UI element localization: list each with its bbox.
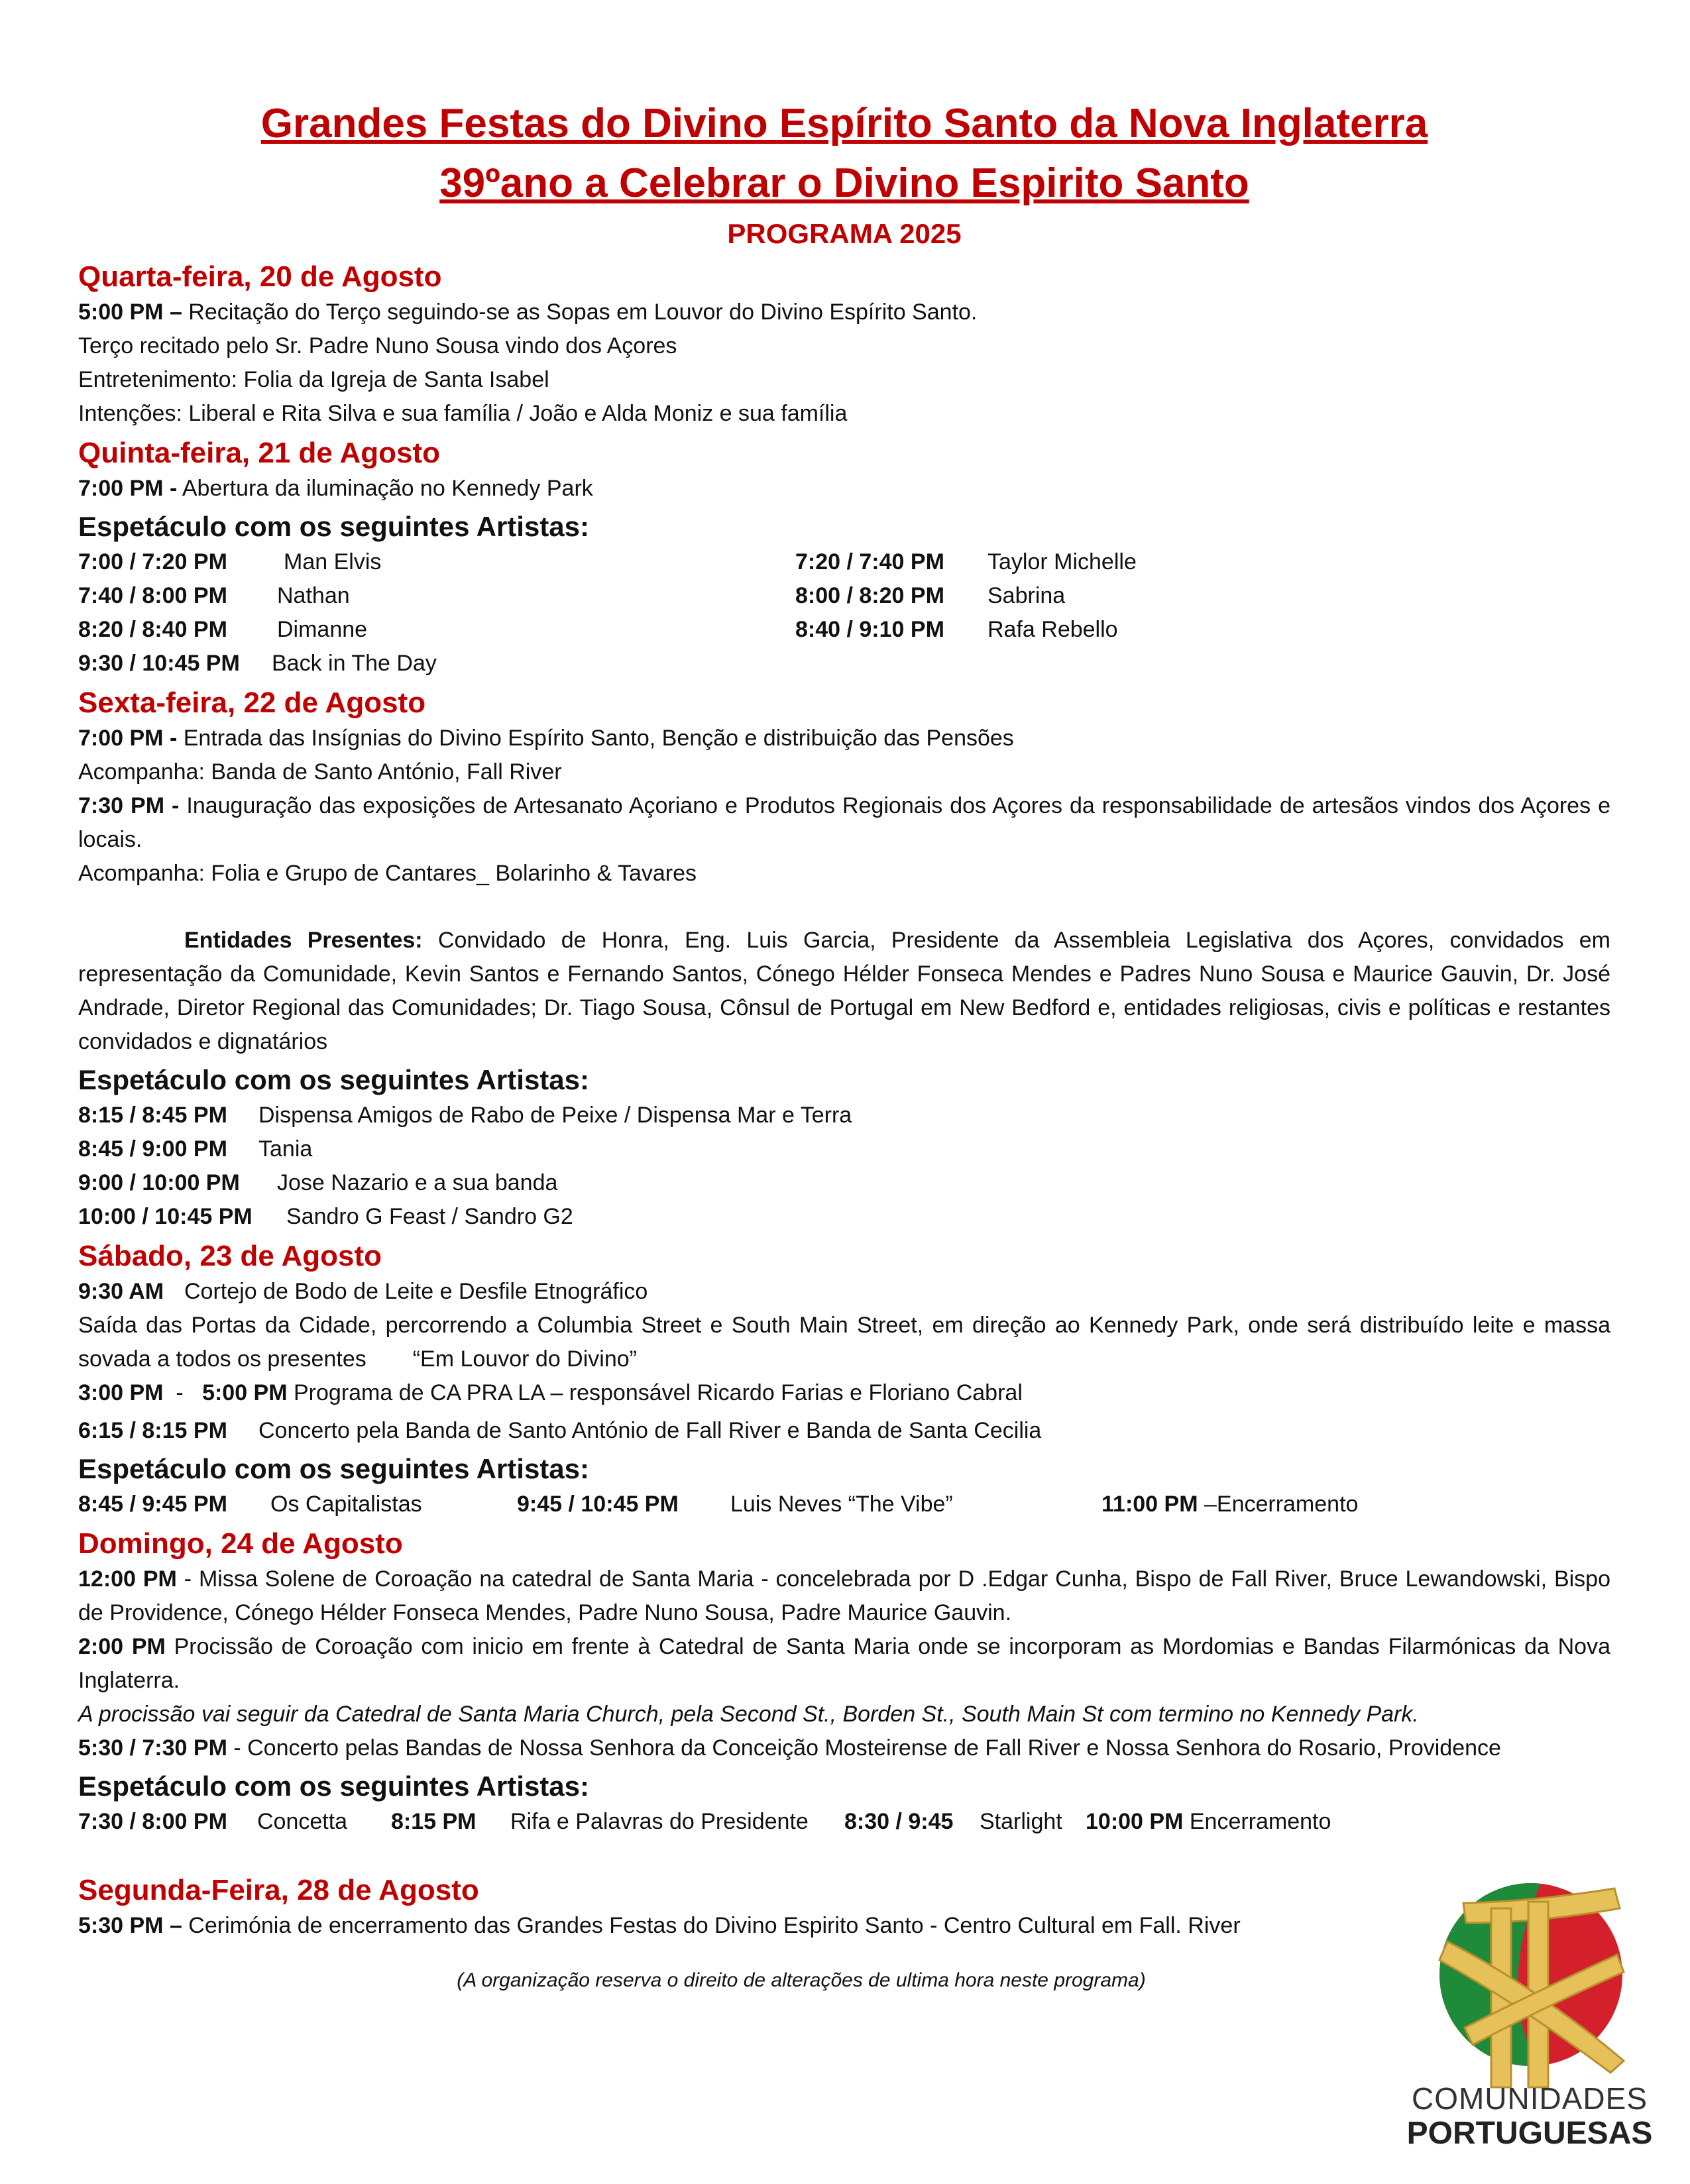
sun-line-2 [78,1630,1610,1698]
sat-line-3: 3:00 PM - 5:00 PM Programa de CA PRA LA – responsável Ricardo Farias e Floriano Cabral [78,1380,1023,1405]
footer-note: (A organização reserva o direito de alterações de ultima hora neste programa) [457,1969,1146,1991]
event-text: Cerimónia de encerramento das Grandes Festas do Divino Espirito Santo - Centro Cultural em Fall. River [182,1913,1241,1938]
spacer [78,1839,1610,1868]
artist-slot: 9:00 / 10:00 PM Jose Nazario e a sua banda [78,1170,558,1195]
event-text: Procissão de Coroação com inicio em frente à Catedral de Santa Maria onde se incorporam as Mordomias e Bandas Filarmónicas da Nova Inglaterra. [78,1634,1611,1693]
event-text: Recitação do Terço seguindo-se as Sopas em Louvor do Divino Espírito Santo. [182,300,978,325]
event-text: Concerto pela Banda de Santo António de Fall River e Banda de Santa Cecilia [258,1418,1042,1443]
artist-slot: 8:45 / 9:00 PM Tania [78,1136,313,1162]
sat-artists-heading: Espetáculo com os seguintes Artistas: [78,1453,589,1484]
sat-line-2: Saída das Portas da Cidade, percorrendo a Columbia Street e South Main Street, em direção ao Kennedy Park, onde será distribuído leite e massa sovada a todos os presentes “Em Louvor do Divino” [78,1313,1610,1372]
fri-artists-heading: Espetáculo com os seguintes Artistas: [78,1064,589,1095]
artist-slot: 8:40 / 9:10 PM Rafa Rebello [795,617,1118,642]
fri-line-3 [78,789,1610,857]
time-label: 9:30 AM [78,1279,164,1304]
thu-artists-grid [78,545,1610,681]
time-label: 5:30 PM – [78,1913,182,1938]
artist-slot: 7:20 / 7:40 PM Taylor Michelle [795,549,1137,574]
day-heading-thursday: Quinta-feira, 21 de Agosto [78,437,441,469]
artist-slot: 7:00 / 7:20 PM Man Elvis [78,549,382,574]
artist-slot: 8:15 / 8:45 PM Dispensa Amigos de Rabo de Peixe / Dispensa Mar e Terra [78,1103,852,1128]
time-label: 2:00 PM [78,1634,166,1659]
wed-line-2: Terço recitado pelo Sr. Padre Nuno Sousa vindo dos Açores [78,333,677,358]
time-label: 5:30 / 7:30 PM [78,1735,227,1761]
artist-slot: 10:00 / 10:45 PM Sandro G Feast / Sandro G2 [78,1204,573,1229]
subtitle: 39ºano a Celebrar o Divino Espirito Santo [439,160,1249,206]
logo-text-portuguesas: PORTUGUESAS [1406,2116,1653,2151]
logo-text-comunidades: COMUNIDADES [1411,2081,1648,2116]
event-text: Entrada das Insígnias do Divino Espírito Santo, Benção e distribuição das Pensões [177,726,1014,751]
wed-line-1 [78,296,1610,329]
program-page [78,86,1610,2017]
day-heading-friday: Sexta-feira, 22 de Agosto [78,686,426,719]
event-text: - Missa Solene de Coroação na catedral de Santa Maria - concelebrada por D .Edgar Cunha, Bispo de Fall River, Bruce Lewandowski, Bispo de Providence, Cónego Hélder Fonseca Mendes, Padre Nuno Sousa, Padre Maurice Gauvin. [78,1566,1611,1625]
artist-slot: 8:20 / 8:40 PM Dimanne [78,617,368,642]
sun-line-4 [78,1731,1610,1765]
time-label: 12:00 PM [78,1566,177,1592]
time-label: 6:15 / 8:15 PM [78,1418,227,1443]
sat-line-4 [78,1414,1610,1448]
time-label: 5:00 PM – [78,300,182,325]
time-label: 7:30 PM - [78,793,180,818]
time-label: 7:00 PM - [78,476,178,501]
day-heading-monday: Segunda-Feira, 28 de Agosto [78,1874,479,1906]
artist-slot: 8:00 / 8:20 PM Sabrina [795,583,1066,608]
event-text: - Concerto pelas Bandas de Nossa Senhora da Conceição Mosteirense de Fall River e Nossa Senhora do Rosario, Providence [227,1735,1501,1761]
sun-artists-heading: Espetáculo com os seguintes Artistas: [78,1771,589,1802]
entidades-label: Entidades Presentes: [184,928,423,953]
thu-line-1 [78,472,1610,506]
time-label: 7:00 PM - [78,726,178,751]
spacer [78,891,1610,924]
thu-artists-heading: Espetáculo com os seguintes Artistas: [78,511,589,542]
programa-label: PROGRAMA 2025 [727,218,962,249]
sat-line-1 [78,1275,1610,1309]
fri-line-1 [78,722,1610,755]
time-label: 3:00 PM [78,1380,164,1405]
sun-artists-row: 7:30 / 8:00 PM Concetta 8:15 PM Rifa e Palavras do Presidente 8:30 / 9:45 Starlight 10:00 PM Encerramento [78,1809,1331,1834]
mon-line-1 [78,1909,1610,1943]
event-text: Inauguração das exposições de Artesanato Açoriano e Produtos Regionais dos Açores da responsabilidade de artesãos vindos dos Açores e locais. [78,793,1610,852]
event-text: Cortejo de Bodo de Leite e Desfile Etnográfico [184,1279,648,1304]
time-label: 5:00 PM [202,1380,288,1405]
fri-entidades [78,924,1610,1059]
artist-slot: 7:40 / 8:00 PM Nathan [78,583,350,608]
day-heading-wednesday: Quarta-feira, 20 de Agosto [78,260,442,293]
day-heading-sunday: Domingo, 24 de Agosto [78,1527,403,1560]
event-text: Programa de CA PRA LA – responsável Ricardo Farias e Floriano Cabral [287,1380,1023,1405]
fri-line-2: Acompanha: Banda de Santo António, Fall River [78,759,562,785]
artist-slot: 9:30 / 10:45 PM Back in The Day [78,651,437,676]
main-title: Grandes Festas do Divino Espírito Santo da Nova Inglaterra [260,101,1428,146]
sat-artists-row: 8:45 / 9:45 PM Os Capitalistas 9:45 / 10:45 PM Luis Neves “The Vibe” 11:00 PM –Encerramento [78,1492,1359,1517]
event-text: Abertura da iluminação no Kennedy Park [177,476,593,501]
day-heading-saturday: Sábado, 23 de Agosto [78,1240,382,1272]
wed-line-4: Intenções: Liberal e Rita Silva e sua família / João e Alda Moniz e sua família [78,401,848,426]
entidades-text: Convidado de Honra, Eng. Luis Garcia, Presidente da Assembleia Legislativa dos Açores, convidados em representação da Comunidade, Kevin Santos e Fernando Santos, Cónego Hélder Fonseca Mendes e Padres Nuno Sousa e Maurice Gauvin, Dr. José Andrade, Diretor Regional das Comunidades; Dr. Tiago Sousa, Cônsul de Portugal em New Bedford e, entidades religiosas, civis e políticas e restantes convidados e dignatários [78,928,1611,1054]
fri-line-4: Acompanha: Folia e Grupo de Cantares_ Bolarinho & Tavares [78,861,697,886]
sun-line-1 [78,1562,1610,1630]
wed-line-3: Entretenimento: Folia da Igreja de Santa Isabel [78,367,549,392]
sun-line-3: A procissão vai seguir da Catedral de Santa Maria Church, pela Second St., Borden St., South Main St com termino no Kennedy Park. [78,1702,1419,1727]
